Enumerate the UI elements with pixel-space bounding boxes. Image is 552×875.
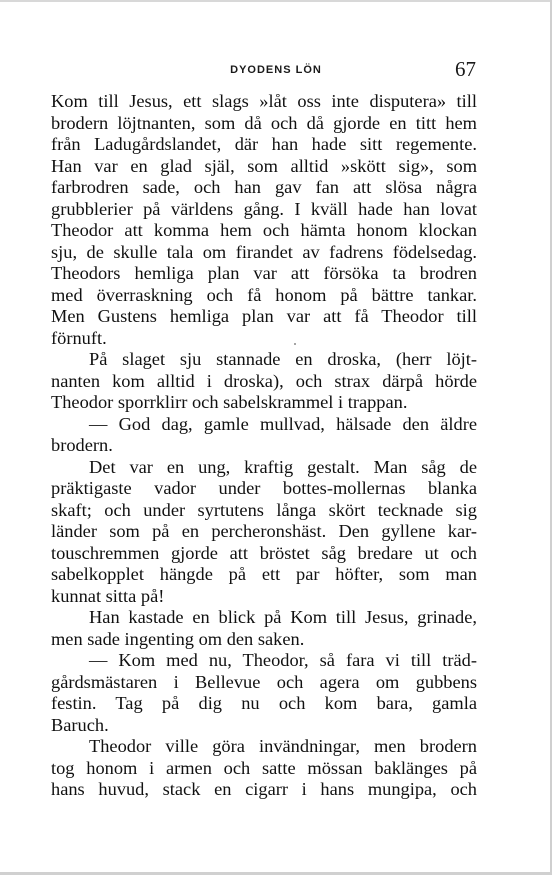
text-line: Men Gustens hemliga plan var att få Theodor till bbox=[51, 306, 477, 326]
text-line: farbrodren sade, och han gav fan att slösa några bbox=[51, 177, 477, 197]
text-line: Det var en ung, kraftig gestalt. Man såg de bbox=[89, 456, 477, 477]
running-head: DYODENS LÖN bbox=[230, 64, 322, 76]
text-line: festin. Tag på dig nu och kom bara, gamla bbox=[51, 693, 477, 713]
text-line: Kom till Jesus, ett slags »låt oss inte disputera» till bbox=[51, 91, 477, 111]
print-speck bbox=[294, 343, 296, 345]
text-line: men sade ingenting om den saken. bbox=[51, 628, 305, 649]
text-line: kunnat sitta på! bbox=[51, 585, 165, 606]
text-line: Theodor sporrklirr och sabelskrammel i trappan. bbox=[51, 392, 408, 412]
page-number: 67 bbox=[455, 57, 476, 81]
body-text bbox=[51, 91, 477, 801]
text-line: skaft; och under syrtutens långa skört tecknade sig bbox=[51, 499, 477, 520]
text-line: nanten kom alltid i droska), och strax därpå hörde bbox=[51, 370, 477, 391]
text-line: Theodor att komma hem och hämta honom klockan bbox=[51, 220, 477, 240]
text-line: Theodor ville göra invändningar, men brodern bbox=[89, 736, 477, 756]
text-line: Theodors hemliga plan var att försöka ta brodren bbox=[51, 263, 477, 283]
text-line: — God dag, gamle mullvad, hälsade den äldre bbox=[89, 413, 477, 434]
text-line: grubblerier på världens gång. I kväll hade han lovat bbox=[51, 198, 477, 219]
page-top-edge bbox=[0, 0, 552, 2]
text-line: touschremmen gjorde att bröstet såg bredare ut och bbox=[51, 542, 477, 563]
text-line: Han kastade en blick på Kom till Jesus, grinade, bbox=[89, 607, 477, 627]
text-line: brodern löjtnanten, som då och då gjorde en titt hem bbox=[51, 112, 477, 133]
text-line: — Kom med nu, Theodor, så fara vi till träd- bbox=[89, 650, 477, 670]
text-line: länder som på en percheronshäst. Den gyllene kar- bbox=[51, 521, 477, 541]
text-line: gårdsmästaren i Bellevue och agera om gubbens bbox=[51, 671, 477, 692]
text-line: tog honom i armen och satte mössan baklänges på bbox=[51, 757, 477, 778]
text-line: från Ladugårdslandet, där han hade sitt regemente. bbox=[51, 134, 477, 154]
text-line: sabelkopplet hängde på ett par höfter, som man bbox=[51, 564, 477, 584]
text-line: förnuft. bbox=[51, 327, 107, 348]
text-line: med överraskning och få honom på bättre tankar. bbox=[51, 284, 477, 305]
text-line: Baruch. bbox=[51, 714, 109, 735]
text-line: brodern. bbox=[51, 435, 113, 455]
text-line: Han var en glad själ, som alltid »skött sig», som bbox=[51, 155, 477, 176]
text-line: präktigaste vador under bottes-mollernas blanka bbox=[51, 478, 477, 498]
text-line: sju, de skulle tala om firandet av fadrens födelsedag. bbox=[51, 241, 477, 262]
text-line: hans huvud, stack en cigarr i hans mungipa, och bbox=[51, 779, 477, 799]
text-line: På slaget sju stannade en droska, (herr löjt- bbox=[89, 349, 477, 369]
